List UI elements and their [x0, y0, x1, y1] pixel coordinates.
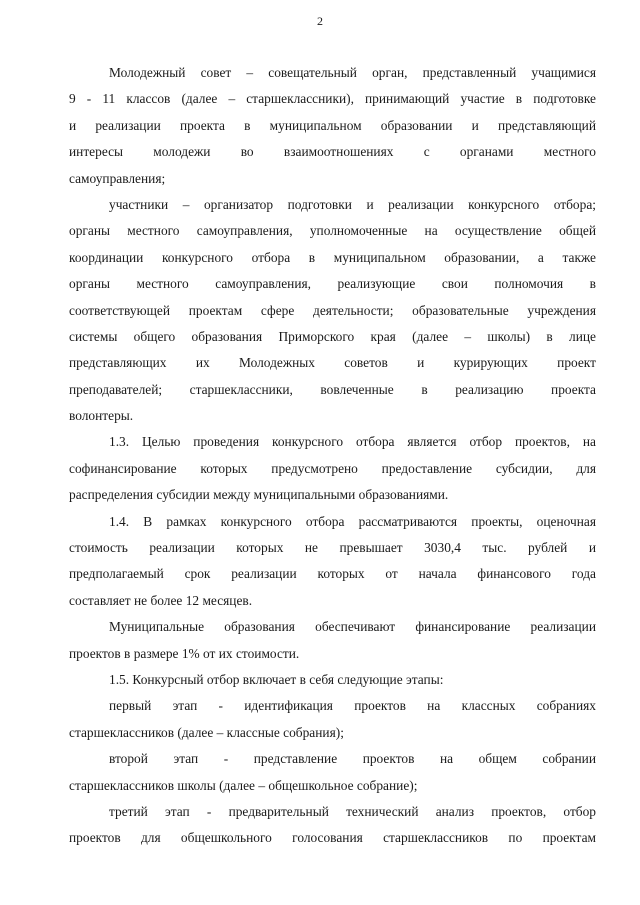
paragraph-youth-council	[69, 60, 596, 192]
text-line: стоимость реализации которых не превышает 3030,4 тыс. рублей и	[69, 540, 596, 556]
text-line: участники – организатор подготовки и реализации конкурсного отбора;	[109, 196, 596, 212]
text-line: координации конкурсного отбора в муниципальном образовании, а также	[69, 249, 596, 265]
text-line: первый этап - идентификация проектов на классных собраниях	[109, 698, 596, 714]
text-line: волонтеры.	[69, 408, 134, 424]
text-line: 1.3. Целью проведения конкурсного отбора является отбор проектов, на	[109, 434, 596, 450]
text-line: самоуправления;	[69, 170, 166, 186]
text-line: 9 - 11 классов (далее – старшеклассники), принимающий участие в подготовке	[69, 91, 596, 107]
text-line: составляет не более 12 месяцев.	[69, 592, 253, 608]
document-body	[69, 60, 596, 852]
text-line: соответствующей проектам сфере деятельности; образовательные учреждения	[69, 302, 596, 318]
text-line: органы местного самоуправления, реализующие свои полномочия в	[69, 276, 596, 292]
paragraph-stage-two	[69, 746, 596, 799]
text-line: интересы молодежи во взаимоотношениях с органами местного	[69, 144, 596, 160]
text-line: органы местного самоуправления, уполномоченные на осуществление общей	[69, 223, 596, 239]
paragraph-1-3	[69, 429, 596, 508]
page-number: 2	[317, 14, 323, 28]
text-line: 1.5. Конкурсный отбор включает в себя следующие этапы:	[109, 671, 444, 687]
text-line: представляющих их Молодежных советов и курирующих проект	[69, 355, 596, 371]
text-line: софинансирование которых предусмотрено предоставление субсидии, для	[69, 460, 596, 476]
text-line: Молодежный совет – совещательный орган, представленный учащимися	[109, 65, 596, 80]
text-line: старшеклассников школы (далее – общешкольное собрание);	[69, 777, 418, 793]
text-line: проектов в размере 1% от их стоимости.	[69, 645, 300, 661]
text-line: третий этап - предварительный технический анализ проектов, отбор	[109, 803, 596, 819]
text-line: и реализации проекта в муниципальном образовании и представляющий	[69, 117, 596, 133]
text-line: распределения субсидии между муниципальными образованиями.	[69, 487, 449, 503]
text-line: второй этап - представление проектов на общем собрании	[109, 751, 596, 767]
paragraph-participants	[69, 192, 596, 430]
text-line: старшеклассников (далее – классные собрания);	[69, 724, 344, 740]
paragraph-1-4	[69, 509, 596, 615]
paragraph-1-5	[69, 667, 596, 693]
text-line: предполагаемый срок реализации которых от начала финансового года	[69, 566, 596, 582]
paragraph-financing	[69, 614, 596, 667]
text-line: 1.4. В рамках конкурсного отбора рассматриваются проекты, оценочная	[109, 513, 596, 529]
text-line: проектов для общешкольного голосования старшеклассников по проектам	[69, 830, 596, 846]
paragraph-stage-three	[69, 799, 596, 852]
text-line: системы общего образования Приморского края (далее – школы) в лице	[69, 328, 596, 344]
text-line: преподавателей; старшеклассники, вовлеченные в реализацию проекта	[69, 381, 596, 397]
paragraph-stage-one	[69, 693, 596, 746]
text-line: Муниципальные образования обеспечивают финансирование реализации	[109, 619, 596, 635]
